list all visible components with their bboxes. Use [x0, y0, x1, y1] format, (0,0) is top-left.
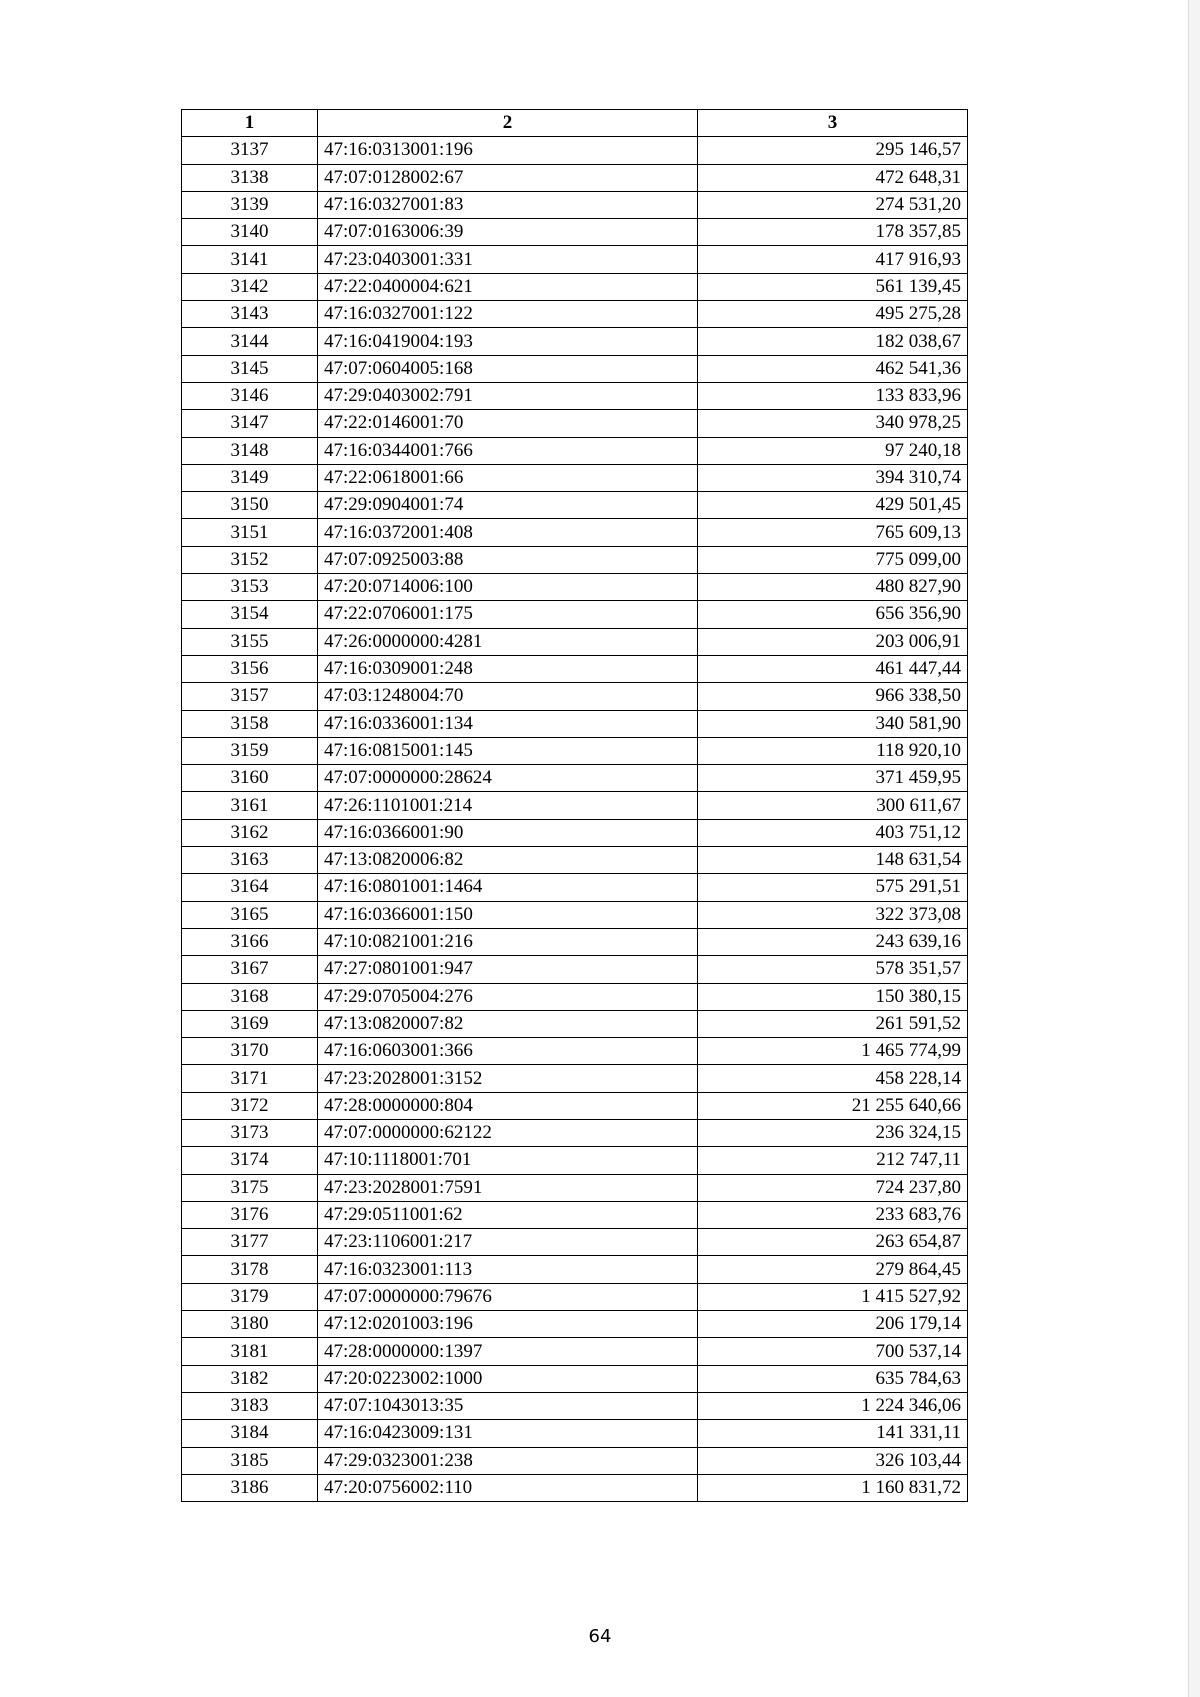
cadastral-number: 47:07:0925003:88 [318, 546, 698, 573]
cadastral-number: 47:16:0344001:766 [318, 437, 698, 464]
cadastral-number: 47:22:0706001:175 [318, 601, 698, 628]
row-number: 3170 [182, 1038, 318, 1065]
table-row [182, 328, 968, 355]
row-number: 3171 [182, 1065, 318, 1092]
table-row [182, 683, 968, 710]
row-number: 3185 [182, 1447, 318, 1474]
cadastral-number: 47:20:0223002:1000 [318, 1365, 698, 1392]
cadastral-number: 47:29:0403002:791 [318, 382, 698, 409]
row-number: 3147 [182, 410, 318, 437]
row-number: 3139 [182, 191, 318, 218]
table-row [182, 1283, 968, 1310]
table-row [182, 273, 968, 300]
row-number: 3161 [182, 792, 318, 819]
cadastral-number: 47:29:0904001:74 [318, 492, 698, 519]
cadastral-value: 118 920,10 [698, 737, 968, 764]
row-number: 3181 [182, 1338, 318, 1365]
table-row [182, 983, 968, 1010]
table-row [182, 1392, 968, 1419]
row-number: 3151 [182, 519, 318, 546]
cadastral-value: 394 310,74 [698, 464, 968, 491]
table-header-row [182, 110, 968, 137]
table-row [182, 355, 968, 382]
cadastral-number: 47:16:0313001:196 [318, 137, 698, 164]
row-number: 3155 [182, 628, 318, 655]
table-row [182, 1229, 968, 1256]
cadastral-number: 47:12:0201003:196 [318, 1311, 698, 1338]
row-number: 3180 [182, 1311, 318, 1338]
row-number: 3164 [182, 874, 318, 901]
cadastral-value: 700 537,14 [698, 1338, 968, 1365]
row-number: 3144 [182, 328, 318, 355]
table-row [182, 1010, 968, 1037]
table-row [182, 1065, 968, 1092]
table-row [182, 1174, 968, 1201]
table-row [182, 574, 968, 601]
row-number: 3149 [182, 464, 318, 491]
table-row [182, 847, 968, 874]
table-row [182, 164, 968, 191]
cadastral-value: 300 611,67 [698, 792, 968, 819]
cadastral-value: 458 228,14 [698, 1065, 968, 1092]
table-row [182, 464, 968, 491]
cadastral-number: 47:16:0309001:248 [318, 655, 698, 682]
table-row [182, 437, 968, 464]
row-number: 3145 [182, 355, 318, 382]
cadastral-number: 47:29:0323001:238 [318, 1447, 698, 1474]
table-row [182, 655, 968, 682]
table-row [182, 792, 968, 819]
cadastral-table [181, 109, 968, 1502]
table-row [182, 410, 968, 437]
cadastral-value: 340 581,90 [698, 710, 968, 737]
cadastral-value: 480 827,90 [698, 574, 968, 601]
cadastral-number: 47:07:0128002:67 [318, 164, 698, 191]
cadastral-number: 47:20:0714006:100 [318, 574, 698, 601]
cadastral-number: 47:29:0705004:276 [318, 983, 698, 1010]
cadastral-value: 462 541,36 [698, 355, 968, 382]
table-row [182, 928, 968, 955]
cadastral-value: 656 356,90 [698, 601, 968, 628]
row-number: 3157 [182, 683, 318, 710]
table-row [182, 219, 968, 246]
table-row [182, 519, 968, 546]
row-number: 3150 [182, 492, 318, 519]
row-number: 3143 [182, 301, 318, 328]
row-number: 3141 [182, 246, 318, 273]
cadastral-value: 417 916,93 [698, 246, 968, 273]
cadastral-value: 775 099,00 [698, 546, 968, 573]
table-row [182, 1474, 968, 1501]
table-row [182, 492, 968, 519]
cadastral-value: 1 465 774,99 [698, 1038, 968, 1065]
cadastral-value: 765 609,13 [698, 519, 968, 546]
cadastral-number: 47:16:0372001:408 [318, 519, 698, 546]
cadastral-value: 148 631,54 [698, 847, 968, 874]
cadastral-number: 47:22:0146001:70 [318, 410, 698, 437]
row-number: 3167 [182, 956, 318, 983]
cadastral-number: 47:23:0403001:331 [318, 246, 698, 273]
cadastral-value: 182 038,67 [698, 328, 968, 355]
cadastral-value: 326 103,44 [698, 1447, 968, 1474]
table-row [182, 1119, 968, 1146]
row-number: 3148 [182, 437, 318, 464]
row-number: 3178 [182, 1256, 318, 1283]
cadastral-number: 47:16:0327001:122 [318, 301, 698, 328]
cadastral-value: 236 324,15 [698, 1119, 968, 1146]
cadastral-value: 1 415 527,92 [698, 1283, 968, 1310]
cadastral-value: 472 648,31 [698, 164, 968, 191]
cadastral-number: 47:22:0400004:621 [318, 273, 698, 300]
table-row [182, 546, 968, 573]
cadastral-value: 133 833,96 [698, 382, 968, 409]
cadastral-value: 371 459,95 [698, 765, 968, 792]
table-body [182, 137, 968, 1502]
cadastral-value: 340 978,25 [698, 410, 968, 437]
cadastral-number: 47:07:0000000:28624 [318, 765, 698, 792]
cadastral-number: 47:10:1118001:701 [318, 1147, 698, 1174]
row-number: 3142 [182, 273, 318, 300]
cadastral-value: 561 139,45 [698, 273, 968, 300]
cadastral-value: 1 224 346,06 [698, 1392, 968, 1419]
cadastral-value: 295 146,57 [698, 137, 968, 164]
row-number: 3154 [182, 601, 318, 628]
cadastral-value: 724 237,80 [698, 1174, 968, 1201]
row-number: 3175 [182, 1174, 318, 1201]
cadastral-value: 97 240,18 [698, 437, 968, 464]
cadastral-number: 47:16:0366001:90 [318, 819, 698, 846]
cadastral-number: 47:10:0821001:216 [318, 928, 698, 955]
row-number: 3169 [182, 1010, 318, 1037]
row-number: 3168 [182, 983, 318, 1010]
row-number: 3186 [182, 1474, 318, 1501]
cadastral-number: 47:03:1248004:70 [318, 683, 698, 710]
table-row [182, 1256, 968, 1283]
table-row [182, 601, 968, 628]
page-edge [1188, 0, 1200, 1697]
table-row [182, 874, 968, 901]
row-number: 3138 [182, 164, 318, 191]
cadastral-number: 47:16:0323001:113 [318, 1256, 698, 1283]
column-header-2: 2 [318, 110, 698, 137]
row-number: 3182 [182, 1365, 318, 1392]
cadastral-number: 47:16:0423009:131 [318, 1420, 698, 1447]
row-number: 3152 [182, 546, 318, 573]
row-number: 3158 [182, 710, 318, 737]
cadastral-number: 47:28:0000000:804 [318, 1092, 698, 1119]
cadastral-number: 47:16:0815001:145 [318, 737, 698, 764]
cadastral-value: 206 179,14 [698, 1311, 968, 1338]
cadastral-value: 575 291,51 [698, 874, 968, 901]
cadastral-value: 578 351,57 [698, 956, 968, 983]
cadastral-value: 243 639,16 [698, 928, 968, 955]
cadastral-value: 178 357,85 [698, 219, 968, 246]
cadastral-number: 47:23:1106001:217 [318, 1229, 698, 1256]
cadastral-number: 47:16:0366001:150 [318, 901, 698, 928]
row-number: 3160 [182, 765, 318, 792]
table-row [182, 1338, 968, 1365]
table-row [182, 901, 968, 928]
cadastral-number: 47:28:0000000:1397 [318, 1338, 698, 1365]
table-row [182, 1420, 968, 1447]
row-number: 3177 [182, 1229, 318, 1256]
cadastral-number: 47:23:2028001:3152 [318, 1065, 698, 1092]
cadastral-number: 47:13:0820007:82 [318, 1010, 698, 1037]
table-row [182, 246, 968, 273]
cadastral-number: 47:22:0618001:66 [318, 464, 698, 491]
cadastral-value: 429 501,45 [698, 492, 968, 519]
row-number: 3146 [182, 382, 318, 409]
table-row [182, 737, 968, 764]
table-row [182, 765, 968, 792]
row-number: 3162 [182, 819, 318, 846]
row-number: 3184 [182, 1420, 318, 1447]
cadastral-number: 47:16:0801001:1464 [318, 874, 698, 901]
page-number: 64 [588, 1626, 612, 1647]
cadastral-value: 263 654,87 [698, 1229, 968, 1256]
row-number: 3153 [182, 574, 318, 601]
row-number: 3140 [182, 219, 318, 246]
table-row [182, 819, 968, 846]
cadastral-value: 233 683,76 [698, 1201, 968, 1228]
row-number: 3137 [182, 137, 318, 164]
table-row [182, 1311, 968, 1338]
row-number: 3172 [182, 1092, 318, 1119]
row-number: 3159 [182, 737, 318, 764]
cadastral-number: 47:16:0336001:134 [318, 710, 698, 737]
table-row [182, 1447, 968, 1474]
row-number: 3173 [182, 1119, 318, 1146]
cadastral-number: 47:07:0604005:168 [318, 355, 698, 382]
table-row [182, 1147, 968, 1174]
cadastral-number: 47:07:0000000:62122 [318, 1119, 698, 1146]
table-row [182, 382, 968, 409]
cadastral-value: 261 591,52 [698, 1010, 968, 1037]
row-number: 3179 [182, 1283, 318, 1310]
row-number: 3165 [182, 901, 318, 928]
cadastral-number: 47:23:2028001:7591 [318, 1174, 698, 1201]
table-row [182, 301, 968, 328]
cadastral-number: 47:29:0511001:62 [318, 1201, 698, 1228]
cadastral-value: 461 447,44 [698, 655, 968, 682]
cadastral-value: 495 275,28 [698, 301, 968, 328]
cadastral-number: 47:16:0419004:193 [318, 328, 698, 355]
cadastral-value: 966 338,50 [698, 683, 968, 710]
table-row [182, 710, 968, 737]
cadastral-value: 322 373,08 [698, 901, 968, 928]
table-row [182, 1038, 968, 1065]
cadastral-number: 47:27:0801001:947 [318, 956, 698, 983]
row-number: 3156 [182, 655, 318, 682]
cadastral-value: 1 160 831,72 [698, 1474, 968, 1501]
cadastral-value: 403 751,12 [698, 819, 968, 846]
cadastral-number: 47:07:0163006:39 [318, 219, 698, 246]
row-number: 3176 [182, 1201, 318, 1228]
table-row [182, 1092, 968, 1119]
cadastral-value: 274 531,20 [698, 191, 968, 218]
table-row [182, 191, 968, 218]
cadastral-value: 141 331,11 [698, 1420, 968, 1447]
cadastral-number: 47:26:1101001:214 [318, 792, 698, 819]
cadastral-value: 279 864,45 [698, 1256, 968, 1283]
table-row [182, 1365, 968, 1392]
table-row [182, 956, 968, 983]
cadastral-number: 47:16:0327001:83 [318, 191, 698, 218]
cadastral-value: 150 380,15 [698, 983, 968, 1010]
cadastral-number: 47:07:0000000:79676 [318, 1283, 698, 1310]
cadastral-number: 47:16:0603001:366 [318, 1038, 698, 1065]
cadastral-value: 212 747,11 [698, 1147, 968, 1174]
row-number: 3166 [182, 928, 318, 955]
cadastral-value: 21 255 640,66 [698, 1092, 968, 1119]
cadastral-number: 47:07:1043013:35 [318, 1392, 698, 1419]
table-row [182, 137, 968, 164]
cadastral-value: 635 784,63 [698, 1365, 968, 1392]
table-row [182, 1201, 968, 1228]
column-header-3: 3 [698, 110, 968, 137]
cadastral-number: 47:13:0820006:82 [318, 847, 698, 874]
row-number: 3183 [182, 1392, 318, 1419]
cadastral-number: 47:26:0000000:4281 [318, 628, 698, 655]
row-number: 3163 [182, 847, 318, 874]
cadastral-number: 47:20:0756002:110 [318, 1474, 698, 1501]
row-number: 3174 [182, 1147, 318, 1174]
cadastral-value: 203 006,91 [698, 628, 968, 655]
table-row [182, 628, 968, 655]
column-header-1: 1 [182, 110, 318, 137]
